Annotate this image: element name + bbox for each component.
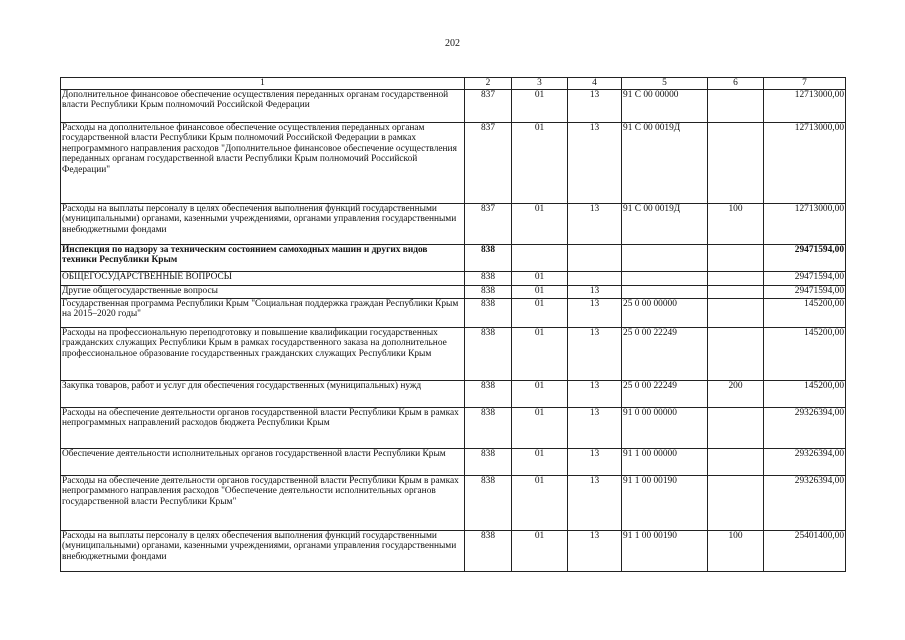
ministry-code-cell: 837: [465, 122, 512, 203]
subsection-code-cell: 13: [568, 203, 622, 244]
target-article-cell: [622, 244, 708, 271]
section-code-cell: 01: [512, 380, 568, 407]
target-article-cell: 91 С 00 0019Д: [622, 122, 708, 203]
expense-type-cell: [708, 448, 764, 475]
subsection-code-cell: 13: [568, 530, 622, 571]
expense-type-cell: [708, 271, 764, 285]
item-name-cell: Расходы на обеспечение деятельности органов государственной власти Республики Крым в рамках непрограммных направлений расходов бюджета Республики Крым: [61, 407, 465, 448]
ministry-code-cell: 838: [465, 448, 512, 475]
section-code-cell: 01: [512, 298, 568, 327]
page-number: 202: [445, 38, 460, 49]
table-row: [61, 285, 846, 298]
ministry-code-cell: 838: [465, 530, 512, 571]
subsection-code-cell: 13: [568, 448, 622, 475]
subsection-code-cell: 13: [568, 298, 622, 327]
header-cell: 7: [764, 78, 846, 90]
table-row: [61, 407, 846, 448]
target-article-cell: 91 1 00 00190: [622, 530, 708, 571]
subsection-code-cell: 13: [568, 285, 622, 298]
expense-type-cell: [708, 475, 764, 530]
section-code-cell: 01: [512, 327, 568, 380]
table-row: [61, 475, 846, 530]
table-row: [61, 448, 846, 475]
amount-cell: 29326394,00: [764, 475, 846, 530]
section-code-cell: 01: [512, 407, 568, 448]
ministry-code-cell: 838: [465, 475, 512, 530]
amount-cell: 29326394,00: [764, 407, 846, 448]
section-code-cell: 01: [512, 530, 568, 571]
target-article-cell: 25 0 00 22249: [622, 327, 708, 380]
target-article-cell: 25 0 00 22249: [622, 380, 708, 407]
table-row: [61, 530, 846, 571]
amount-cell: 29471594,00: [764, 285, 846, 298]
expense-type-cell: [708, 407, 764, 448]
header-cell: 1: [61, 78, 465, 90]
amount-cell: 25401400,00: [764, 530, 846, 571]
ministry-code-cell: 838: [465, 407, 512, 448]
section-code-cell: 01: [512, 285, 568, 298]
expense-type-cell: 100: [708, 203, 764, 244]
item-name-cell: Расходы на выплаты персоналу в целях обеспечения выполнения функций государственными (муниципальными) органами, казенными учреждениями, органами управления государственными внебюджетными фондами: [61, 203, 465, 244]
target-article-cell: 91 1 00 00190: [622, 475, 708, 530]
item-name-cell: Расходы на выплаты персоналу в целях обеспечения выполнения функций государственными (муниципальными) органами, казенными учреждениями, органами управления государственными внебюджетными фондами: [61, 530, 465, 571]
section-code-cell: 01: [512, 271, 568, 285]
subsection-code-cell: 13: [568, 475, 622, 530]
target-article-cell: 91 С 00 0019Д: [622, 203, 708, 244]
subsection-code-cell: 13: [568, 407, 622, 448]
ministry-code-cell: 837: [465, 203, 512, 244]
section-code-cell: 01: [512, 475, 568, 530]
item-name-cell: Расходы на обеспечение деятельности органов государственной власти Республики Крым в рамках непрограммного направления расходов "Обеспечение деятельности исполнительных органов государственной власти Республики Крым": [61, 475, 465, 530]
ministry-code-cell: 838: [465, 285, 512, 298]
item-name-cell: Расходы на профессиональную переподготовку и повышение квалификации государственных гражданских служащих Республики Крым в рамках государственного заказа на дополнительное профессиональное образование государственных гражданских служащих Республики Крым: [61, 327, 465, 380]
ministry-code-cell: 838: [465, 298, 512, 327]
section-code-cell: [512, 244, 568, 271]
subsection-code-cell: 13: [568, 327, 622, 380]
header-cell: 6: [708, 78, 764, 90]
amount-cell: 145200,00: [764, 298, 846, 327]
expense-type-cell: [708, 89, 764, 122]
expense-type-cell: [708, 285, 764, 298]
table-row: [61, 380, 846, 407]
amount-cell: 145200,00: [764, 380, 846, 407]
table-row: [61, 327, 846, 380]
subsection-code-cell: 13: [568, 89, 622, 122]
expense-type-cell: [708, 327, 764, 380]
subsection-code-cell: [568, 244, 622, 271]
table-row: [61, 122, 846, 203]
header-cell: 4: [568, 78, 622, 90]
item-name-cell: Расходы на дополнительное финансовое обеспечение осуществления переданных органам государственной власти Республики Крым полномочий Российской Федерации в рамках непрограммного направления расходов "Дополнительное финансовое обеспечение осуществления переданных органам государственной власти Республики Крым полномочий Российской Федерации": [61, 122, 465, 203]
item-name-cell: ОБЩЕГОСУДАРСТВЕННЫЕ ВОПРОСЫ: [61, 271, 465, 285]
section-code-cell: 01: [512, 122, 568, 203]
amount-cell: 12713000,00: [764, 122, 846, 203]
expense-type-cell: 200: [708, 380, 764, 407]
section-code-cell: 01: [512, 448, 568, 475]
header-row: [61, 78, 846, 90]
item-name-cell: Закупка товаров, работ и услуг для обеспечения государственных (муниципальных) нужд: [61, 380, 465, 407]
expense-type-cell: [708, 244, 764, 271]
subsection-code-cell: 13: [568, 380, 622, 407]
item-name-cell: Инспекция по надзору за техническим состоянием самоходных машин и других видов техники Республики Крым: [61, 244, 465, 271]
expense-type-cell: [708, 298, 764, 327]
item-name-cell: Обеспечение деятельности исполнительных органов государственной власти Республики Крым: [61, 448, 465, 475]
section-code-cell: 01: [512, 89, 568, 122]
subsection-code-cell: 13: [568, 122, 622, 203]
table-row: [61, 298, 846, 327]
table-row: [61, 244, 846, 271]
target-article-cell: [622, 285, 708, 298]
item-name-cell: Государственная программа Республики Крым "Социальная поддержка граждан Республики Крым на 2015–2020 годы": [61, 298, 465, 327]
section-code-cell: 01: [512, 203, 568, 244]
header-cell: 5: [622, 78, 708, 90]
target-article-cell: [622, 271, 708, 285]
target-article-cell: 91 1 00 00000: [622, 448, 708, 475]
table-row: [61, 203, 846, 244]
item-name-cell: Дополнительное финансовое обеспечение осуществления переданных органам государственной власти Республики Крым полномочий Российской Федерации: [61, 89, 465, 122]
ministry-code-cell: 838: [465, 327, 512, 380]
ministry-code-cell: 837: [465, 89, 512, 122]
amount-cell: 29471594,00: [764, 271, 846, 285]
ministry-code-cell: 838: [465, 380, 512, 407]
ministry-code-cell: 838: [465, 271, 512, 285]
header-cell: 3: [512, 78, 568, 90]
amount-cell: 29471594,00: [764, 244, 846, 271]
amount-cell: 29326394,00: [764, 448, 846, 475]
target-article-cell: 25 0 00 00000: [622, 298, 708, 327]
target-article-cell: 91 С 00 00000: [622, 89, 708, 122]
table-row: [61, 271, 846, 285]
budget-table: [60, 77, 846, 572]
subsection-code-cell: [568, 271, 622, 285]
amount-cell: 12713000,00: [764, 203, 846, 244]
header-cell: 2: [465, 78, 512, 90]
expense-type-cell: 100: [708, 530, 764, 571]
item-name-cell: Другие общегосударственные вопросы: [61, 285, 465, 298]
ministry-code-cell: 838: [465, 244, 512, 271]
amount-cell: 145200,00: [764, 327, 846, 380]
target-article-cell: 91 0 00 00000: [622, 407, 708, 448]
table-row: [61, 89, 846, 122]
amount-cell: 12713000,00: [764, 89, 846, 122]
expense-type-cell: [708, 122, 764, 203]
